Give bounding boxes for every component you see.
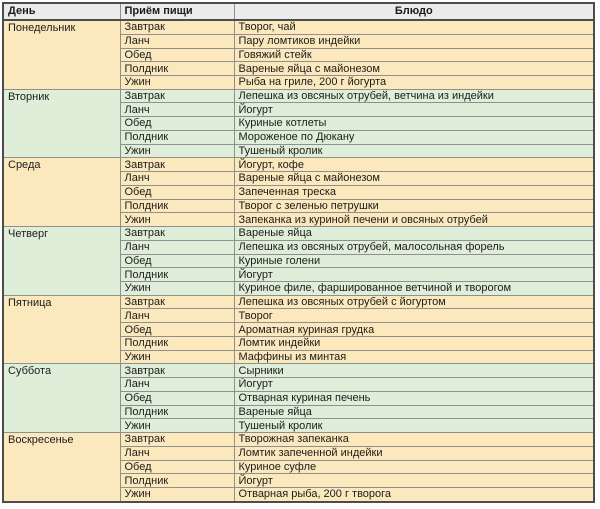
dish-cell: Сырники [234, 364, 594, 378]
table-row [3, 158, 594, 172]
dish-cell: Ароматная куриная грудка [234, 323, 594, 337]
dish-cell: Ломтик индейки [234, 336, 594, 350]
meal-cell: Полдник [120, 336, 234, 350]
meal-cell: Ужин [120, 419, 234, 433]
dish-cell: Творожная запеканка [234, 433, 594, 447]
meal-cell: Обед [120, 117, 234, 131]
meal-cell: Ланч [120, 309, 234, 323]
meal-cell: Ужин [120, 281, 234, 295]
table-row [3, 295, 594, 309]
dish-cell: Йогурт [234, 474, 594, 488]
dish-cell: Куриное суфле [234, 460, 594, 474]
dish-cell: Отварная рыба, 200 г творога [234, 488, 594, 503]
dish-cell: Тушеный кролик [234, 419, 594, 433]
dish-cell: Вареные яйца с майонезом [234, 172, 594, 186]
dish-cell: Куриные котлеты [234, 117, 594, 131]
meal-cell: Ужин [120, 213, 234, 227]
table-row [3, 89, 594, 103]
dish-cell: Говяжий стейк [234, 48, 594, 62]
column-header-dish: Блюдо [234, 3, 594, 20]
meal-cell: Завтрак [120, 89, 234, 103]
dish-cell: Йогурт [234, 378, 594, 392]
dish-cell: Пару ломтиков индейки [234, 34, 594, 48]
day-cell: Пятница [3, 295, 120, 364]
meal-cell: Обед [120, 391, 234, 405]
dish-cell: Вареные яйца [234, 227, 594, 241]
meal-cell: Завтрак [120, 158, 234, 172]
meal-cell: Завтрак [120, 364, 234, 378]
day-cell: Воскресенье [3, 433, 120, 502]
meal-cell: Завтрак [120, 20, 234, 34]
dish-cell: Рыба на гриле, 200 г йогурта [234, 75, 594, 89]
dish-cell: Маффины из минтая [234, 350, 594, 364]
column-header-meal: Приём пищи [120, 3, 234, 20]
meal-plan-table [2, 2, 595, 503]
day-cell: Среда [3, 158, 120, 227]
dish-cell: Вареные яйца с майонезом [234, 62, 594, 76]
table-row [3, 227, 594, 241]
dish-cell: Куриные голени [234, 254, 594, 268]
meal-cell: Ужин [120, 75, 234, 89]
meal-cell: Обед [120, 254, 234, 268]
table-row [3, 20, 594, 34]
meal-cell: Ланч [120, 378, 234, 392]
table-row [3, 433, 594, 447]
meal-cell: Ланч [120, 103, 234, 117]
meal-cell: Ужин [120, 350, 234, 364]
meal-cell: Ланч [120, 34, 234, 48]
dish-cell: Лепешка из овсяных отрубей, ветчина из индейки [234, 89, 594, 103]
dish-cell: Куриное филе, фаршированное ветчиной и творогом [234, 281, 594, 295]
dish-cell: Творог с зеленью петрушки [234, 199, 594, 213]
meal-cell: Ланч [120, 240, 234, 254]
dish-cell: Отварная куриная печень [234, 391, 594, 405]
meal-cell: Полдник [120, 62, 234, 76]
meal-cell: Обед [120, 323, 234, 337]
meal-cell: Ужин [120, 488, 234, 503]
day-cell: Понедельник [3, 20, 120, 89]
meal-cell: Обед [120, 48, 234, 62]
dish-cell: Лепешка из овсяных отрубей, малосольная форель [234, 240, 594, 254]
meal-cell: Полдник [120, 474, 234, 488]
dish-cell: Тушеный кролик [234, 144, 594, 158]
day-cell: Четверг [3, 227, 120, 296]
meal-cell: Полдник [120, 199, 234, 213]
meal-cell: Обед [120, 185, 234, 199]
table-row [3, 364, 594, 378]
dish-cell: Творог [234, 309, 594, 323]
dish-cell: Запеканка из куриной печени и овсяных отрубей [234, 213, 594, 227]
meal-cell: Завтрак [120, 295, 234, 309]
dish-cell: Вареные яйца [234, 405, 594, 419]
meal-cell: Полдник [120, 268, 234, 282]
meal-cell: Обед [120, 460, 234, 474]
meal-cell: Ланч [120, 446, 234, 460]
header-row [3, 3, 594, 20]
column-header-day: День [3, 3, 120, 20]
dish-cell: Запеченная треска [234, 185, 594, 199]
day-cell: Суббота [3, 364, 120, 433]
meal-cell: Полдник [120, 405, 234, 419]
dish-cell: Ломтик запеченной индейки [234, 446, 594, 460]
day-cell: Вторник [3, 89, 120, 158]
meal-cell: Завтрак [120, 433, 234, 447]
meal-cell: Ланч [120, 172, 234, 186]
meal-cell: Ужин [120, 144, 234, 158]
dish-cell: Йогурт, кофе [234, 158, 594, 172]
dish-cell: Йогурт [234, 268, 594, 282]
dish-cell: Лепешка из овсяных отрубей с йогуртом [234, 295, 594, 309]
meal-cell: Завтрак [120, 227, 234, 241]
dish-cell: Творог, чай [234, 20, 594, 34]
dish-cell: Мороженое по Дюкану [234, 130, 594, 144]
dish-cell: Йогурт [234, 103, 594, 117]
meal-cell: Полдник [120, 130, 234, 144]
